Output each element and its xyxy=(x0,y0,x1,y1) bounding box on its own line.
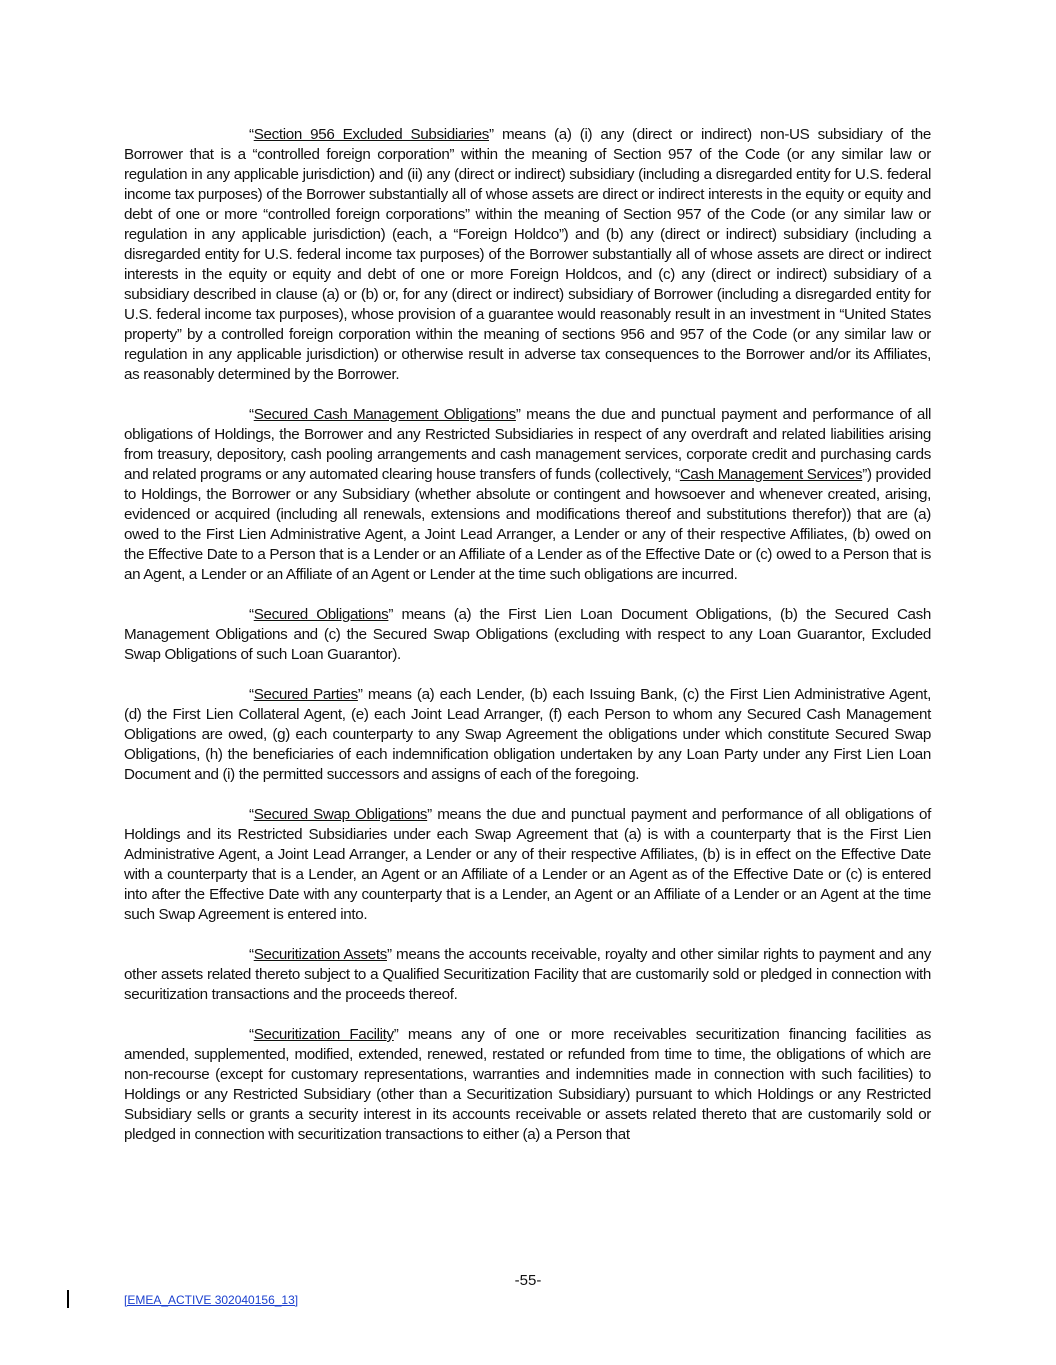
document-reference: [EMEA_ACTIVE 302040156_13] xyxy=(124,1293,299,1307)
open-quote: “ xyxy=(249,686,254,703)
page-number: -55- xyxy=(514,1272,542,1289)
defined-term: Securitization Assets xyxy=(253,946,387,963)
definition-text: means (a) the First Lien Loan Document Obligations, (b) the Secured Cash Management Obligations and (c) the Secured Swap Obligations (excluding with respect to any Loan Guarantor, Excluded Swap Obligations of such Loan Guarantor). xyxy=(124,606,931,663)
defined-term: Secured Swap Obligations xyxy=(253,806,428,823)
definition-paragraph xyxy=(124,605,931,665)
defined-term: Section 956 Excluded Subsidiaries xyxy=(253,126,490,143)
defined-term: Secured Cash Management Obligations xyxy=(253,406,516,423)
defined-term: Secured Parties xyxy=(253,686,358,703)
defined-term: Cash Management Services xyxy=(679,466,863,483)
open-quote: “ xyxy=(249,126,254,143)
definition-paragraph xyxy=(124,405,931,585)
definition-text: ”) provided to Holdings, the Borrower or any Subsidiary (whether absolute or contingent and howsoever and whenever created, arising, evidenced or acquired (including all renewals, extensions and modifications thereof and substitutions therefor)) that are (a) owed to the First Lien Administrative Agent, a Joint Lead Arranger, a Lender or any of their respective Affiliates, (b) owed on the Effective Date to a Person that is a Lender or an Affiliate of a Lender as of the Effective Date or (c) owed to a Person that is an Agent, a Lender or an Affiliate of an Agent or Lender at the time such obligations are incurred. xyxy=(124,466,931,583)
definition-paragraph xyxy=(124,125,931,385)
close-quote: ” xyxy=(427,806,432,823)
open-quote: “ xyxy=(249,946,254,963)
close-quote: ” xyxy=(357,686,363,703)
definition-paragraph xyxy=(124,805,931,925)
definition-paragraph xyxy=(124,945,931,1005)
change-bar xyxy=(67,1290,69,1308)
open-quote: “ xyxy=(249,406,254,423)
defined-term: Secured Obligations xyxy=(253,606,389,623)
document-body xyxy=(124,125,931,1165)
open-quote: “ xyxy=(249,1026,254,1043)
close-quote: ” xyxy=(388,606,394,623)
definition-text: means the accounts receivable, royalty and other similar rights to payment and any other assets related thereto subject to a Qualified Securitization Facility that are customarily sold or pledged in connection with securitization transactions and the proceeds thereof. xyxy=(124,946,931,1003)
definition-text: means the due and punctual payment and performance of all obligations of Holdings and its Restricted Subsidiaries under each Swap Agreement that (a) is with a counterparty that is the First Lien Administrative Agent, a Joint Lead Arranger, a Lender or any of their respective Affiliates, (b) is in effect on the Effective Date with a counterparty that is a Lender, an Agent or an Affiliate of a Lender or an Agent as of the Effective Date or (c) is entered into after the Effective Date with any counterparty that is a Lender, an Agent or an Affiliate of a Lender or an Agent at the time such Swap Agreement is entered into. xyxy=(124,806,931,923)
defined-term: Securitization Facility xyxy=(253,1026,394,1043)
open-quote: “ xyxy=(249,806,254,823)
definition-paragraph xyxy=(124,1025,931,1145)
definition-text: means any of one or more receivables securitization financing facilities as amended, supplemented, modified, extended, renewed, restated or refunded from time to time, the obligations of which are non-recourse (except for customary representations, warranties and indemnities made in connection with such facilities) to Holdings or any Restricted Subsidiary (other than a Securitization Subsidiary) pursuant to which Holdings or any Restricted Subsidiary sells or grants a security interest in its accounts receivable or assets related thereto that are customarily sold or pledged in connection with securitization transactions to either (a) a Person that xyxy=(124,1026,932,1143)
close-quote: ” xyxy=(489,126,494,143)
definition-paragraph xyxy=(124,685,931,785)
close-quote: ” xyxy=(515,406,521,423)
close-quote: ” xyxy=(386,946,392,963)
definition-text: means the due and punctual payment and performance of all obligations of Holdings, the Borrower and any Restricted Subsidiaries in respect of any overdraft and related liabilities arising from treasury, depository, cash pooling arrangements and cash management services, corporate credit and purchasing cards and related programs or any automated clearing house transfers of funds (collectively, “ xyxy=(124,406,932,483)
close-quote: ” xyxy=(393,1026,399,1043)
definition-text: means (a) each Lender, (b) each Issuing Bank, (c) the First Lien Administrative Agent, (d) the First Lien Collateral Agent, (e) each Joint Lead Arranger, (f) each Person to whom any Secured Cash Management Obligations are owed, (g) each counterparty to any Swap Agreement the obligations under which constitute Secured Swap Obligations, (h) the beneficiaries of each indemnification obligation undertaken by any Loan Party under any First Lien Loan Document and (i) the permitted successors and assigns of each of the foregoing. xyxy=(124,686,931,783)
definition-text: means (a) (i) any (direct or indirect) non-US subsidiary of the Borrower that is a “controlled foreign corporation” within the meaning of Section 957 of the Code (or any similar law or regulation in any applicable jurisdiction) and (ii) any (direct or indirect) subsidiary (including a disregarded entity for U.S. federal income tax purposes) of the Borrower substantially all of whose assets are direct or indirect interests in the equity or equity and debt of one or more “controlled foreign corporations” within the meaning of Section 957 of the Code (or any similar law or regulation in any applicable jurisdiction) (each, a “Foreign Holdco”) and (b) any (direct or indirect) subsidiary (including a disregarded entity for U.S. federal income tax purposes) of the Borrower substantially all of whose assets are direct or indirect interests in the equity or equity and debt of one or more Foreign Holdcos, and (c) any (direct or indirect) subsidiary of a subsidiary described in clause (a) or (b) or, for any (direct or indirect) subsidiary of Borrower (including a disregarded entity for U.S. federal income tax purposes), whose provision of a guarantee would reasonably result in an investment in “United States property” by a controlled foreign corporation within the meaning of sections 956 and 957 of the Code (or any similar law or regulation in any applicable jurisdiction) or otherwise result in adverse tax consequences to the Borrower and/or its Affiliates, as reasonably determined by the Borrower. xyxy=(124,126,931,383)
open-quote: “ xyxy=(249,606,254,623)
